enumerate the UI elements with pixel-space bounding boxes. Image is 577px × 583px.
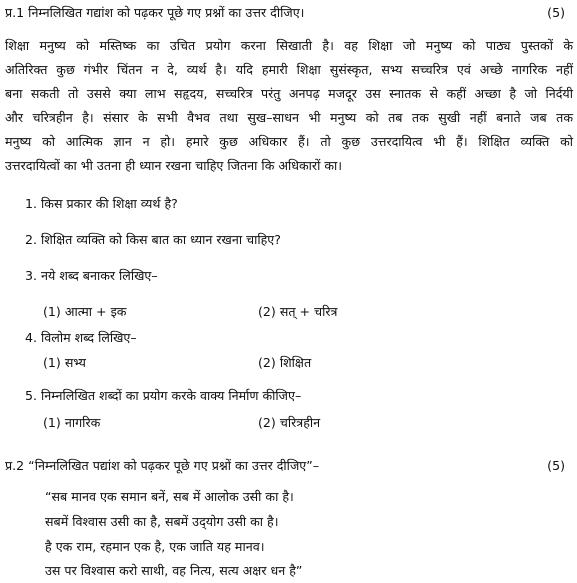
sub-question-1: 1. किस प्रकार की शिक्षा व्यर्थ है?: [25, 196, 178, 211]
passage-line: शिक्षा मनुष्य को मस्तिष्क का उचित प्रयोग करना सिखाती है। वह शिक्षा जो मनुष्य को पाठ्य पुस्तकों के: [5, 38, 573, 53]
sub-question-5-option-1: (1) नागरिक: [43, 415, 101, 430]
sub-question-5: 5. निम्नलिखित शब्दों का प्रयोग करके वाक्य निर्माण कीजिए–: [25, 388, 302, 403]
question-1-heading: प्र.1 निम्नलिखित गद्यांश को पढ़कर पूछे गए प्रश्नों का उत्तर दीजिए।: [5, 5, 305, 20]
passage-line: अतिरिक्त कुछ गंभीर चिंतन न दे, व्यर्थ है। यदि हमारी शिक्षा सुसंस्कृत, सभ्य सच्चरित्र एवं अच्छे नागरिक नहीं: [5, 62, 573, 77]
sub-question-2: 2. शिक्षित व्यक्ति को किस बात का ध्यान रखना चाहिए?: [25, 232, 281, 247]
passage-line: मनुष्य को आत्मिक ज्ञान न हो। हमारे कुछ अधिकार हैं। तो कुछ उत्तरदायित्व भी हैं। शिक्षित व्यक्ति को: [5, 134, 573, 149]
poem-line: सबमें विश्वास उसी का है, सबमें उद्‌योग उसी का है।: [45, 514, 279, 529]
passage-line: बना सकती तो उससे क्या लाभ सहृदय, सच्चरित्र परंतु अनपढ़ मजदूर उस स्नातक से कहीं अच्छा है जो निर्दयी: [5, 86, 573, 101]
sub-question-4-option-2: (2) शिक्षित: [258, 355, 312, 370]
poem-line: है एक राम, रहमान एक है, एक जाति यह मानव।: [45, 539, 265, 554]
question-2-heading: प्र.2 “निम्नलिखित पद्यांश को पढ़कर पूछे गए प्रश्नों का उत्तर दीजिए”–: [5, 458, 320, 473]
poem-line: उस पर विश्वास करो साथी, वह नित्य, सत्य अक्षर धन है”: [45, 563, 303, 578]
sub-question-3-option-2: (2) सत् + चरित्र: [258, 304, 338, 319]
sub-question-3: 3. नये शब्द बनाकर लिखिए–: [25, 268, 158, 283]
sub-question-5-option-2: (2) चरित्रहीन: [258, 415, 321, 430]
passage-line: उत्तरदायित्वों का भी उतना ही ध्यान रखना चाहिए जितना कि अधिकारों का।: [5, 158, 343, 173]
question-1-marks: (5): [547, 5, 565, 20]
sub-question-3-option-1: (1) आत्मा + इक: [43, 304, 127, 319]
poem-line: “सब मानव एक समान बनें, सब में आलोक उसी का है।: [45, 489, 294, 504]
passage-line: और चरित्रहीन है। संसार के सभी वैभव तथा सुख–साधन भी मनुष्य को तब तक सुखी नहीं बनाते जब तक: [5, 110, 573, 125]
sub-question-4: 4. विलोम शब्द लिखिए–: [25, 330, 137, 345]
question-2-marks: (5): [547, 458, 565, 473]
sub-question-4-option-1: (1) सभ्य: [43, 355, 86, 370]
